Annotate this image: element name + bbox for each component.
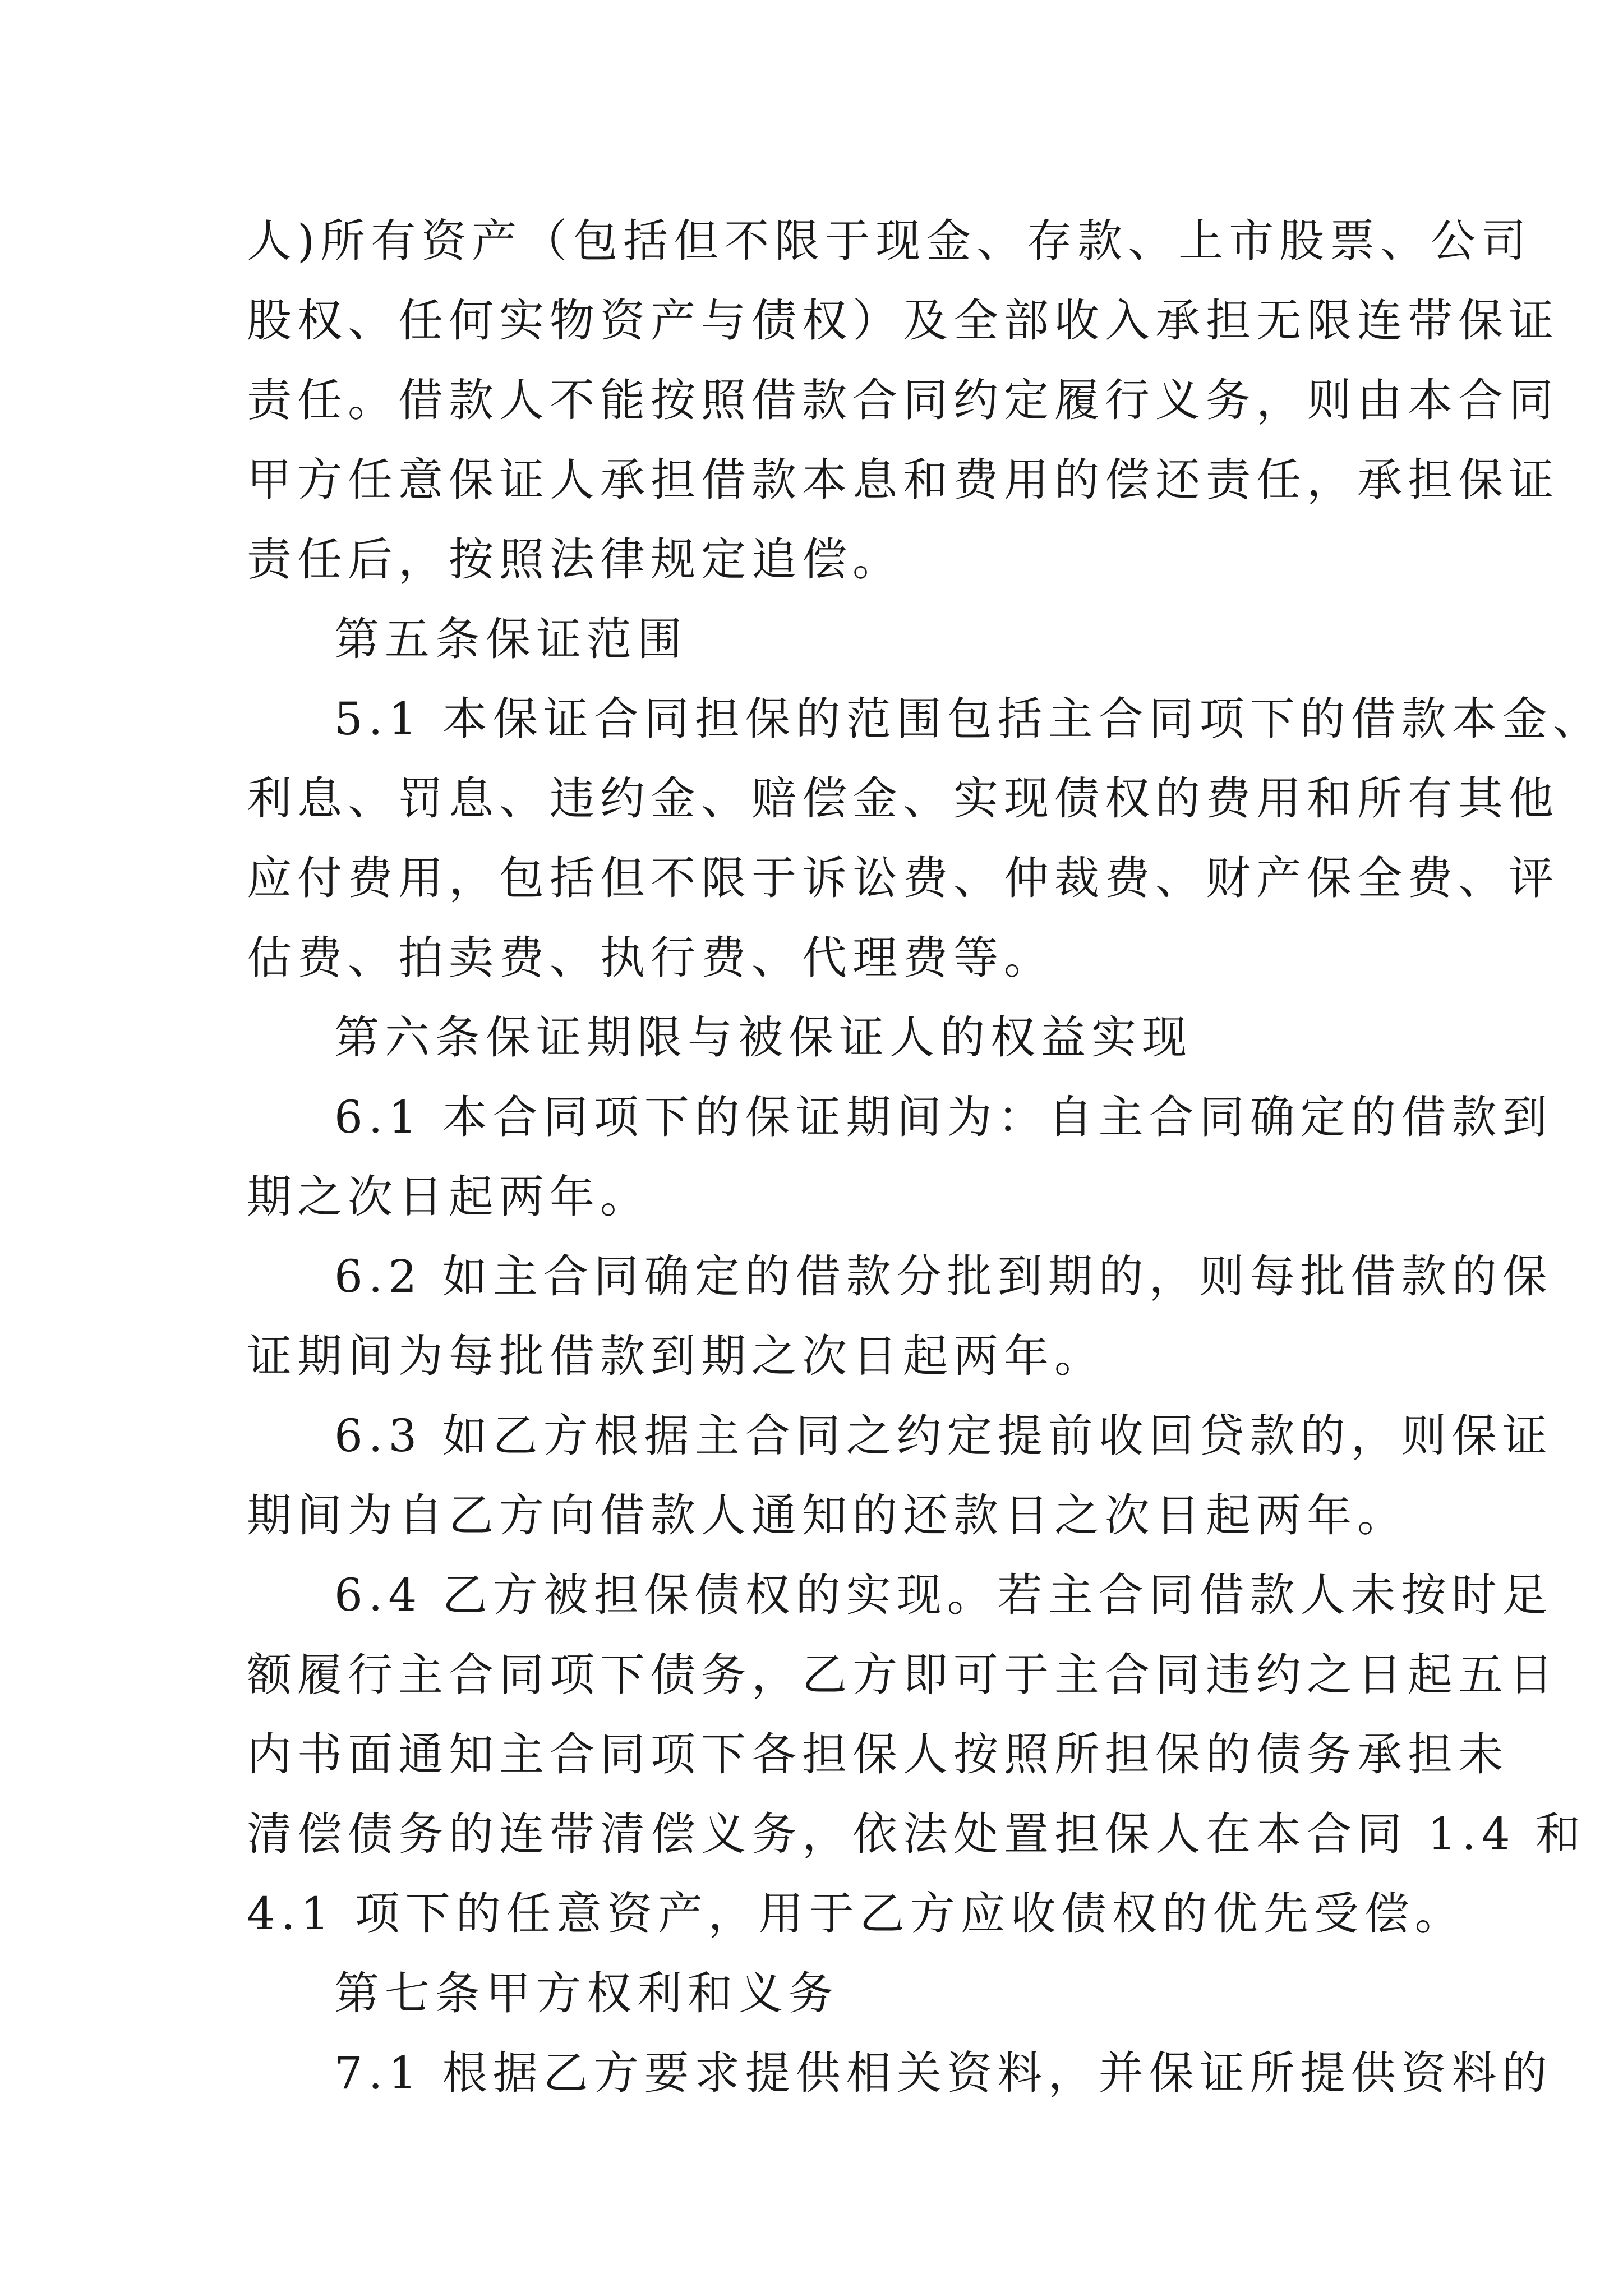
clause-line: 6.4 乙方被担保债权的实现。若主合同借款人未按时足 [334, 1569, 1553, 1621]
clause-line: 6.3 如乙方根据主合同之约定提前收回贷款的，则保证 [334, 1410, 1553, 1462]
clause-line: 7.1 根据乙方要求提供相关资料，并保证所提供资料的 [334, 2047, 1553, 2099]
section-heading: 第六条保证期限与被保证人的权益实现 [334, 1011, 1192, 1064]
text-line: 责任。借款人不能按照借款合同约定履行义务，则由本合同 [247, 374, 1559, 426]
text-line: 额履行主合同项下债务，乙方即可于主合同违约之日起五日 [247, 1649, 1559, 1701]
text-line: 估费、拍卖费、执行费、代理费等。 [247, 932, 1054, 984]
text-line: 4.1 项下的任意资产，用于乙方应收债权的优先受偿。 [247, 1888, 1465, 1940]
text-line: 期之次日起两年。 [247, 1171, 651, 1223]
clause-line: 6.2 如主合同确定的借款分批到期的，则每批借款的保 [334, 1250, 1553, 1303]
text-line: 证期间为每批借款到期之次日起两年。 [247, 1330, 1105, 1382]
text-line: 应付费用，包括但不限于诉讼费、仲裁费、财产保全费、评 [247, 852, 1559, 904]
clause-line: 5.1 本保证合同担保的范围包括主合同项下的借款本金、 [334, 693, 1603, 745]
text-line: 内书面通知主合同项下各担保人按照所担保的债务承担未 [247, 1728, 1509, 1780]
text-line: 责任后，按照法律规定追偿。 [247, 533, 903, 586]
clause-line: 6.1 本合同项下的保证期间为：自主合同确定的借款到 [334, 1091, 1553, 1143]
text-line: 利息、罚息、违约金、赔偿金、实现债权的费用和所有其他 [247, 772, 1559, 825]
text-line: 甲方任意保证人承担借款本息和费用的偿还责任，承担保证 [247, 454, 1559, 506]
text-line: 股权、任何实物资产与债权）及全部收入承担无限连带保证 [247, 295, 1559, 347]
text-line: 人)所有资产（包括但不限于现金、存款、上市股票、公司 [247, 215, 1532, 267]
section-heading: 第七条甲方权利和义务 [334, 1967, 839, 2019]
text-line: 清偿债务的连带清偿义务，依法处置担保人在本合同 1.4 和 [247, 1808, 1587, 1860]
text-line: 期间为自乙方向借款人通知的还款日之次日起两年。 [247, 1489, 1408, 1542]
section-heading: 第五条保证范围 [334, 613, 688, 665]
